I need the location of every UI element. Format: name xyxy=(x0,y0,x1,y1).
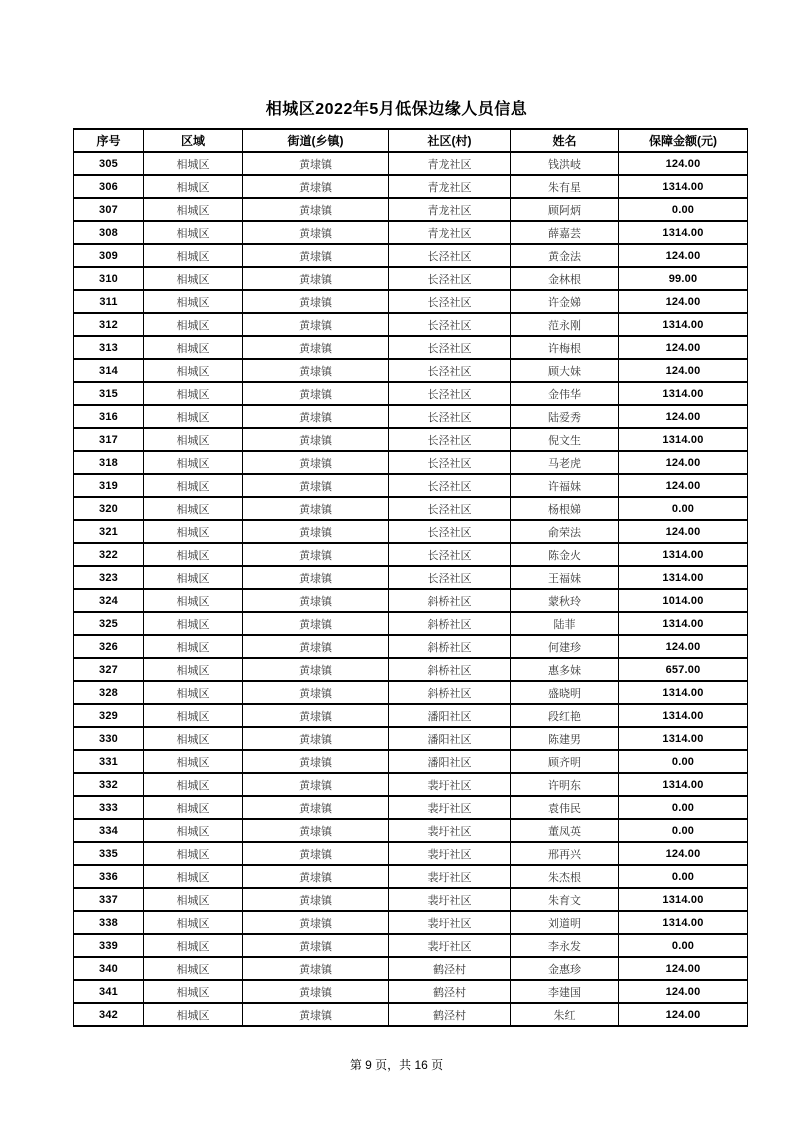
cell-amount: 124.00 xyxy=(619,842,748,865)
table-row xyxy=(74,221,748,244)
cell-name: 董凤英 xyxy=(511,819,619,842)
cell-name: 朱育文 xyxy=(511,888,619,911)
table-row xyxy=(74,336,748,359)
cell-index: 309 xyxy=(74,244,144,267)
cell-region: 相城区 xyxy=(144,359,243,382)
cell-street: 黄埭镇 xyxy=(243,704,389,727)
cell-amount: 0.00 xyxy=(619,796,748,819)
cell-index: 335 xyxy=(74,842,144,865)
cell-name: 许金娣 xyxy=(511,290,619,313)
cell-index: 323 xyxy=(74,566,144,589)
table-row xyxy=(74,497,748,520)
table-row xyxy=(74,543,748,566)
cell-street: 黄埭镇 xyxy=(243,474,389,497)
cell-amount: 1314.00 xyxy=(619,382,748,405)
cell-community: 斜桥社区 xyxy=(389,612,511,635)
cell-name: 陆爱秀 xyxy=(511,405,619,428)
table-row xyxy=(74,796,748,819)
cell-region: 相城区 xyxy=(144,451,243,474)
cell-index: 337 xyxy=(74,888,144,911)
cell-region: 相城区 xyxy=(144,704,243,727)
cell-amount: 0.00 xyxy=(619,198,748,221)
table-row xyxy=(74,451,748,474)
cell-street: 黄埭镇 xyxy=(243,957,389,980)
cell-amount: 124.00 xyxy=(619,474,748,497)
cell-name: 范永刚 xyxy=(511,313,619,336)
table-header-row xyxy=(74,129,748,152)
cell-street: 黄埭镇 xyxy=(243,865,389,888)
cell-street: 黄埭镇 xyxy=(243,543,389,566)
cell-name: 刘道明 xyxy=(511,911,619,934)
table-row xyxy=(74,773,748,796)
table-row xyxy=(74,934,748,957)
cell-region: 相城区 xyxy=(144,1003,243,1026)
cell-community: 长泾社区 xyxy=(389,497,511,520)
header-amount: 保障金额(元) xyxy=(619,129,748,152)
header-name: 姓名 xyxy=(511,129,619,152)
cell-amount: 0.00 xyxy=(619,819,748,842)
cell-community: 裴圩社区 xyxy=(389,911,511,934)
cell-community: 裴圩社区 xyxy=(389,888,511,911)
cell-index: 333 xyxy=(74,796,144,819)
cell-region: 相城区 xyxy=(144,290,243,313)
cell-community: 长泾社区 xyxy=(389,382,511,405)
cell-name: 顾阿炳 xyxy=(511,198,619,221)
cell-community: 裴圩社区 xyxy=(389,865,511,888)
cell-street: 黄埭镇 xyxy=(243,405,389,428)
cell-community: 长泾社区 xyxy=(389,313,511,336)
table-row xyxy=(74,359,748,382)
cell-community: 长泾社区 xyxy=(389,474,511,497)
cell-name: 段红艳 xyxy=(511,704,619,727)
cell-community: 斜桥社区 xyxy=(389,681,511,704)
cell-index: 311 xyxy=(74,290,144,313)
cell-street: 黄埭镇 xyxy=(243,681,389,704)
cell-street: 黄埭镇 xyxy=(243,980,389,1003)
cell-region: 相城区 xyxy=(144,842,243,865)
table-row xyxy=(74,474,748,497)
cell-street: 黄埭镇 xyxy=(243,796,389,819)
cell-index: 315 xyxy=(74,382,144,405)
cell-region: 相城区 xyxy=(144,543,243,566)
cell-index: 326 xyxy=(74,635,144,658)
cell-region: 相城区 xyxy=(144,727,243,750)
cell-region: 相城区 xyxy=(144,612,243,635)
cell-name: 金林根 xyxy=(511,267,619,290)
table-row xyxy=(74,842,748,865)
cell-street: 黄埭镇 xyxy=(243,819,389,842)
cell-street: 黄埭镇 xyxy=(243,221,389,244)
cell-street: 黄埭镇 xyxy=(243,520,389,543)
benefit-table xyxy=(73,128,748,1027)
cell-index: 328 xyxy=(74,681,144,704)
cell-amount: 1314.00 xyxy=(619,543,748,566)
cell-community: 裴圩社区 xyxy=(389,773,511,796)
table-row xyxy=(74,520,748,543)
cell-amount: 124.00 xyxy=(619,957,748,980)
cell-community: 鹤泾村 xyxy=(389,980,511,1003)
cell-community: 长泾社区 xyxy=(389,290,511,313)
table-row xyxy=(74,727,748,750)
cell-name: 顾大妹 xyxy=(511,359,619,382)
cell-name: 盛晓明 xyxy=(511,681,619,704)
cell-community: 青龙社区 xyxy=(389,221,511,244)
cell-street: 黄埭镇 xyxy=(243,382,389,405)
table-row xyxy=(74,980,748,1003)
cell-region: 相城区 xyxy=(144,152,243,175)
cell-community: 鹤泾村 xyxy=(389,1003,511,1026)
cell-street: 黄埭镇 xyxy=(243,336,389,359)
cell-region: 相城区 xyxy=(144,267,243,290)
cell-street: 黄埭镇 xyxy=(243,888,389,911)
table-row xyxy=(74,957,748,980)
cell-index: 338 xyxy=(74,911,144,934)
cell-name: 金伟华 xyxy=(511,382,619,405)
cell-region: 相城区 xyxy=(144,750,243,773)
cell-amount: 124.00 xyxy=(619,980,748,1003)
cell-index: 332 xyxy=(74,773,144,796)
cell-street: 黄埭镇 xyxy=(243,267,389,290)
cell-index: 329 xyxy=(74,704,144,727)
page-footer: 第 9 页，共 16 页 xyxy=(349,1058,444,1072)
cell-amount: 124.00 xyxy=(619,244,748,267)
cell-name: 王福妹 xyxy=(511,566,619,589)
cell-street: 黄埭镇 xyxy=(243,359,389,382)
cell-street: 黄埭镇 xyxy=(243,1003,389,1026)
cell-index: 305 xyxy=(74,152,144,175)
cell-index: 334 xyxy=(74,819,144,842)
cell-street: 黄埭镇 xyxy=(243,313,389,336)
cell-street: 黄埭镇 xyxy=(243,635,389,658)
cell-name: 钱洪岐 xyxy=(511,152,619,175)
cell-name: 李永发 xyxy=(511,934,619,957)
cell-street: 黄埭镇 xyxy=(243,428,389,451)
cell-region: 相城区 xyxy=(144,773,243,796)
cell-name: 何建珍 xyxy=(511,635,619,658)
cell-index: 327 xyxy=(74,658,144,681)
table-row xyxy=(74,566,748,589)
cell-region: 相城区 xyxy=(144,405,243,428)
cell-community: 长泾社区 xyxy=(389,244,511,267)
page-title: 相城区2022年5月低保边缘人员信息 xyxy=(265,101,528,118)
table-row xyxy=(74,658,748,681)
table-row xyxy=(74,1003,748,1026)
cell-region: 相城区 xyxy=(144,198,243,221)
cell-street: 黄埭镇 xyxy=(243,175,389,198)
cell-region: 相城区 xyxy=(144,474,243,497)
cell-community: 青龙社区 xyxy=(389,152,511,175)
header-region: 区域 xyxy=(144,129,243,152)
cell-community: 斜桥社区 xyxy=(389,589,511,612)
cell-street: 黄埭镇 xyxy=(243,727,389,750)
cell-amount: 1314.00 xyxy=(619,888,748,911)
cell-region: 相城区 xyxy=(144,428,243,451)
cell-name: 朱红 xyxy=(511,1003,619,1026)
cell-index: 314 xyxy=(74,359,144,382)
cell-amount: 124.00 xyxy=(619,1003,748,1026)
cell-street: 黄埭镇 xyxy=(243,566,389,589)
cell-region: 相城区 xyxy=(144,819,243,842)
cell-name: 李建国 xyxy=(511,980,619,1003)
cell-name: 倪文生 xyxy=(511,428,619,451)
cell-amount: 99.00 xyxy=(619,267,748,290)
cell-amount: 124.00 xyxy=(619,520,748,543)
cell-region: 相城区 xyxy=(144,865,243,888)
cell-region: 相城区 xyxy=(144,336,243,359)
table-row xyxy=(74,313,748,336)
cell-name: 朱有星 xyxy=(511,175,619,198)
cell-name: 许梅根 xyxy=(511,336,619,359)
cell-amount: 1314.00 xyxy=(619,773,748,796)
header-index: 序号 xyxy=(74,129,144,152)
cell-community: 长泾社区 xyxy=(389,543,511,566)
cell-community: 裴圩社区 xyxy=(389,934,511,957)
cell-name: 朱杰根 xyxy=(511,865,619,888)
cell-amount: 124.00 xyxy=(619,290,748,313)
cell-name: 顾齐明 xyxy=(511,750,619,773)
cell-community: 斜桥社区 xyxy=(389,658,511,681)
cell-street: 黄埭镇 xyxy=(243,451,389,474)
cell-amount: 0.00 xyxy=(619,497,748,520)
cell-name: 俞荣法 xyxy=(511,520,619,543)
table-row xyxy=(74,382,748,405)
cell-community: 青龙社区 xyxy=(389,175,511,198)
cell-amount: 1314.00 xyxy=(619,428,748,451)
cell-region: 相城区 xyxy=(144,520,243,543)
table-row xyxy=(74,267,748,290)
cell-name: 陆菲 xyxy=(511,612,619,635)
cell-amount: 1314.00 xyxy=(619,704,748,727)
cell-index: 306 xyxy=(74,175,144,198)
cell-name: 邢再兴 xyxy=(511,842,619,865)
cell-index: 312 xyxy=(74,313,144,336)
cell-street: 黄埭镇 xyxy=(243,658,389,681)
table-row xyxy=(74,175,748,198)
cell-index: 317 xyxy=(74,428,144,451)
cell-index: 324 xyxy=(74,589,144,612)
cell-region: 相城区 xyxy=(144,244,243,267)
table-row xyxy=(74,911,748,934)
header-community: 社区(村) xyxy=(389,129,511,152)
cell-index: 342 xyxy=(74,1003,144,1026)
cell-amount: 124.00 xyxy=(619,359,748,382)
table-row xyxy=(74,428,748,451)
cell-name: 陈建男 xyxy=(511,727,619,750)
table-row xyxy=(74,198,748,221)
table-row xyxy=(74,819,748,842)
cell-index: 331 xyxy=(74,750,144,773)
cell-street: 黄埭镇 xyxy=(243,589,389,612)
cell-index: 320 xyxy=(74,497,144,520)
table-row xyxy=(74,290,748,313)
cell-index: 340 xyxy=(74,957,144,980)
cell-index: 325 xyxy=(74,612,144,635)
cell-index: 316 xyxy=(74,405,144,428)
cell-community: 长泾社区 xyxy=(389,520,511,543)
cell-amount: 1314.00 xyxy=(619,911,748,934)
table-row xyxy=(74,865,748,888)
table-body xyxy=(74,152,748,1026)
cell-community: 长泾社区 xyxy=(389,405,511,428)
cell-name: 袁伟民 xyxy=(511,796,619,819)
header-street: 街道(乡镇) xyxy=(243,129,389,152)
cell-region: 相城区 xyxy=(144,957,243,980)
cell-name: 蒙秋玲 xyxy=(511,589,619,612)
cell-amount: 1314.00 xyxy=(619,681,748,704)
cell-amount: 124.00 xyxy=(619,635,748,658)
table-row xyxy=(74,405,748,428)
cell-amount: 124.00 xyxy=(619,152,748,175)
cell-region: 相城区 xyxy=(144,589,243,612)
cell-region: 相城区 xyxy=(144,221,243,244)
cell-index: 308 xyxy=(74,221,144,244)
cell-street: 黄埭镇 xyxy=(243,152,389,175)
cell-community: 长泾社区 xyxy=(389,267,511,290)
cell-street: 黄埭镇 xyxy=(243,934,389,957)
cell-amount: 124.00 xyxy=(619,451,748,474)
cell-amount: 0.00 xyxy=(619,865,748,888)
cell-index: 310 xyxy=(74,267,144,290)
cell-name: 薛嘉芸 xyxy=(511,221,619,244)
cell-name: 杨根娣 xyxy=(511,497,619,520)
cell-amount: 1314.00 xyxy=(619,727,748,750)
cell-community: 裴圩社区 xyxy=(389,796,511,819)
cell-amount: 1314.00 xyxy=(619,175,748,198)
cell-amount: 657.00 xyxy=(619,658,748,681)
cell-index: 321 xyxy=(74,520,144,543)
cell-region: 相城区 xyxy=(144,980,243,1003)
cell-region: 相城区 xyxy=(144,566,243,589)
table-row xyxy=(74,704,748,727)
cell-name: 惠多妹 xyxy=(511,658,619,681)
table-row xyxy=(74,589,748,612)
cell-amount: 124.00 xyxy=(619,405,748,428)
cell-region: 相城区 xyxy=(144,497,243,520)
cell-community: 潘阳社区 xyxy=(389,727,511,750)
cell-street: 黄埭镇 xyxy=(243,198,389,221)
table-header xyxy=(74,129,748,152)
cell-amount: 0.00 xyxy=(619,934,748,957)
cell-street: 黄埭镇 xyxy=(243,773,389,796)
cell-region: 相城区 xyxy=(144,934,243,957)
table-row xyxy=(74,152,748,175)
cell-region: 相城区 xyxy=(144,382,243,405)
cell-community: 裴圩社区 xyxy=(389,842,511,865)
cell-community: 青龙社区 xyxy=(389,198,511,221)
cell-region: 相城区 xyxy=(144,911,243,934)
cell-region: 相城区 xyxy=(144,796,243,819)
table-row xyxy=(74,635,748,658)
cell-amount: 1014.00 xyxy=(619,589,748,612)
cell-street: 黄埭镇 xyxy=(243,911,389,934)
cell-street: 黄埭镇 xyxy=(243,612,389,635)
cell-amount: 124.00 xyxy=(619,336,748,359)
cell-region: 相城区 xyxy=(144,658,243,681)
cell-index: 330 xyxy=(74,727,144,750)
cell-region: 相城区 xyxy=(144,888,243,911)
cell-street: 黄埭镇 xyxy=(243,750,389,773)
cell-index: 339 xyxy=(74,934,144,957)
cell-region: 相城区 xyxy=(144,681,243,704)
table-row xyxy=(74,244,748,267)
cell-community: 长泾社区 xyxy=(389,566,511,589)
cell-index: 307 xyxy=(74,198,144,221)
cell-community: 裴圩社区 xyxy=(389,819,511,842)
cell-community: 长泾社区 xyxy=(389,359,511,382)
cell-amount: 1314.00 xyxy=(619,221,748,244)
cell-index: 322 xyxy=(74,543,144,566)
table-row xyxy=(74,750,748,773)
cell-amount: 1314.00 xyxy=(619,612,748,635)
cell-region: 相城区 xyxy=(144,635,243,658)
cell-index: 341 xyxy=(74,980,144,1003)
cell-community: 长泾社区 xyxy=(389,336,511,359)
cell-name: 马老虎 xyxy=(511,451,619,474)
cell-region: 相城区 xyxy=(144,175,243,198)
cell-community: 潘阳社区 xyxy=(389,750,511,773)
cell-index: 313 xyxy=(74,336,144,359)
table-row xyxy=(74,612,748,635)
cell-community: 鹤泾村 xyxy=(389,957,511,980)
cell-index: 319 xyxy=(74,474,144,497)
cell-community: 斜桥社区 xyxy=(389,635,511,658)
cell-street: 黄埭镇 xyxy=(243,290,389,313)
cell-index: 318 xyxy=(74,451,144,474)
cell-name: 陈金火 xyxy=(511,543,619,566)
cell-street: 黄埭镇 xyxy=(243,497,389,520)
cell-amount: 1314.00 xyxy=(619,313,748,336)
cell-amount: 0.00 xyxy=(619,750,748,773)
cell-region: 相城区 xyxy=(144,313,243,336)
table-row xyxy=(74,681,748,704)
cell-community: 长泾社区 xyxy=(389,428,511,451)
cell-street: 黄埭镇 xyxy=(243,842,389,865)
cell-community: 长泾社区 xyxy=(389,451,511,474)
cell-name: 黄金法 xyxy=(511,244,619,267)
cell-index: 336 xyxy=(74,865,144,888)
cell-name: 金惠珍 xyxy=(511,957,619,980)
cell-amount: 1314.00 xyxy=(619,566,748,589)
cell-name: 许福妹 xyxy=(511,474,619,497)
cell-community: 潘阳社区 xyxy=(389,704,511,727)
table-row xyxy=(74,888,748,911)
cell-name: 许明东 xyxy=(511,773,619,796)
cell-street: 黄埭镇 xyxy=(243,244,389,267)
